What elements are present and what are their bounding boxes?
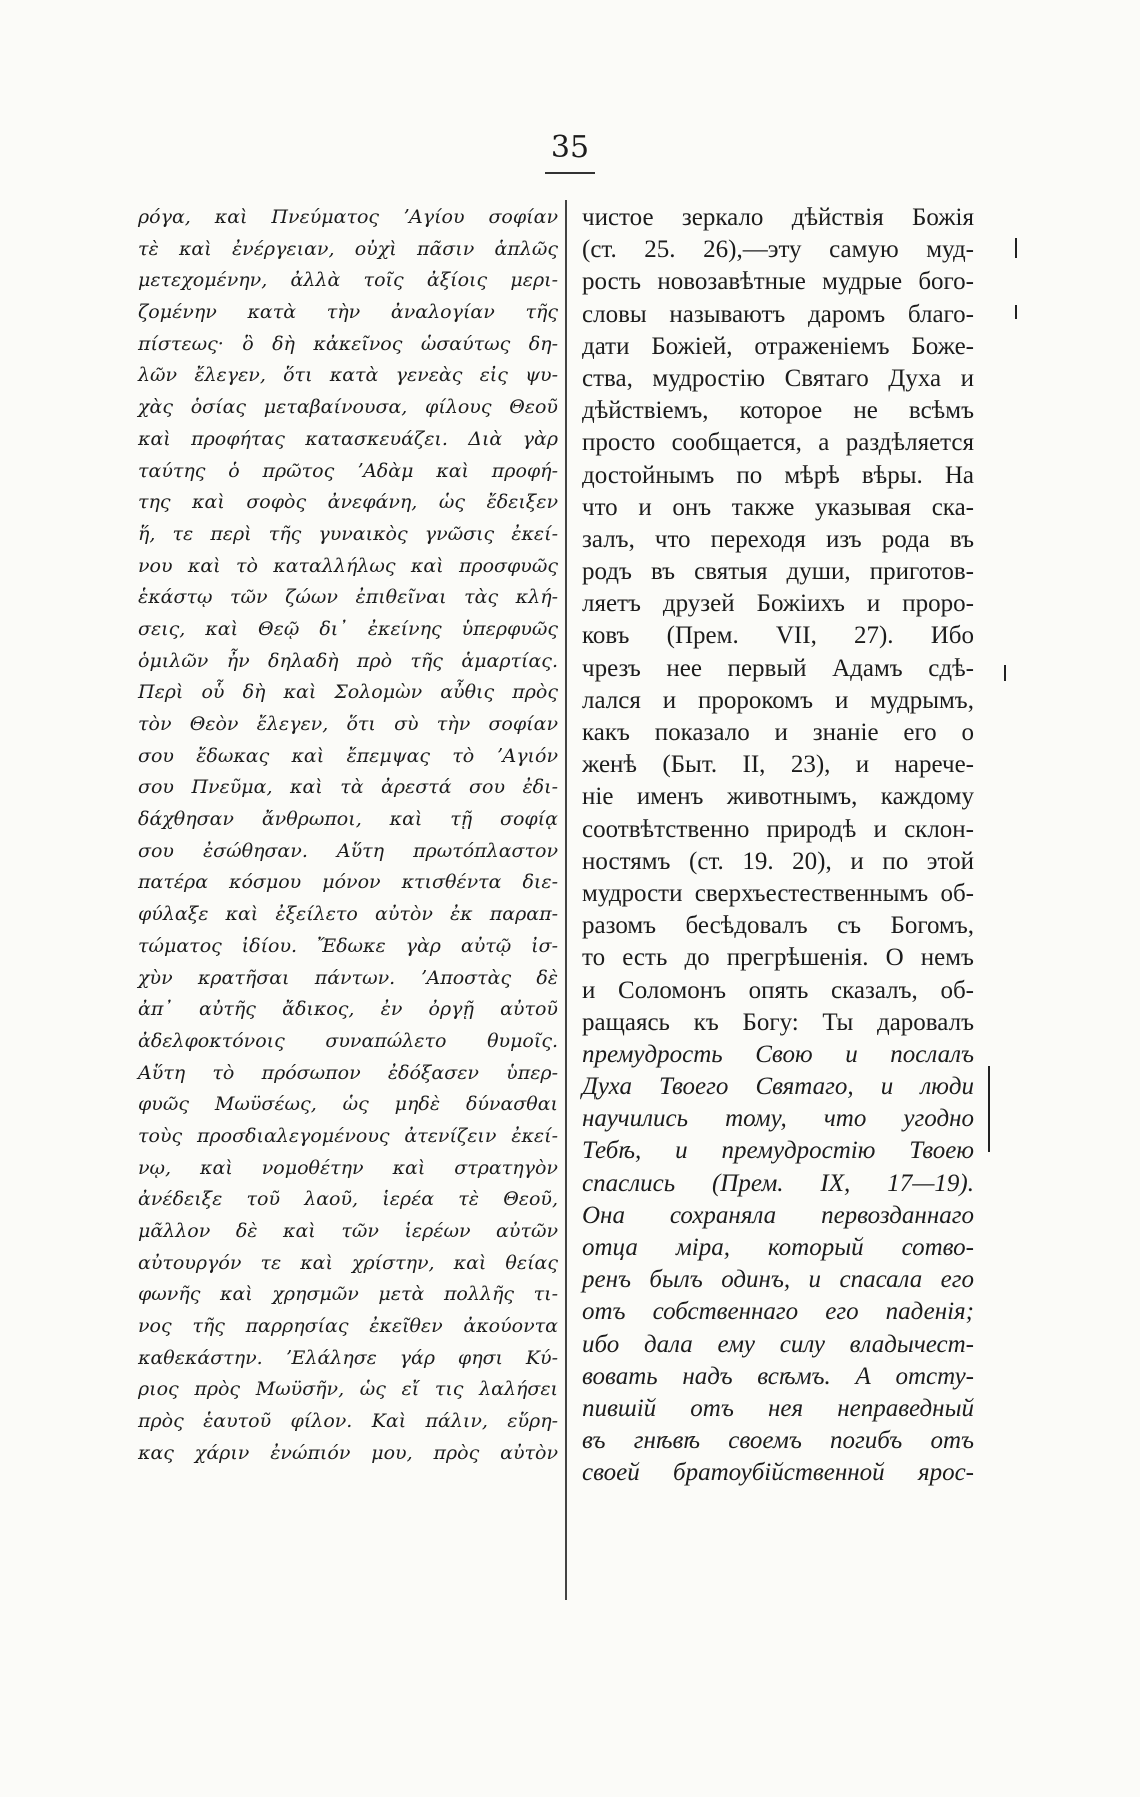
text-line: ляетъ друзей Божіихъ и проро-	[582, 590, 974, 618]
text-line: въ гнѣвѣ своемъ погибъ отъ	[582, 1427, 974, 1455]
text-line: χὺν κρατῆσαι πάντων. ʼΑποστὰς δὲ	[138, 966, 558, 989]
text-line: достойнымъ по мѣрѣ вѣры. На	[582, 461, 974, 489]
text-line: φωνῆς καὶ χρησμῶν μετὰ πολλῆς τι-	[138, 1283, 558, 1306]
text-line: της καὶ σοφὸς ἀνεφάνη, ὡς ἔδειξεν	[138, 491, 558, 514]
column-divider	[565, 200, 567, 1600]
text-line: νος τῆς παρρησίας ἐκεῖθεν ἀκούοντα	[138, 1315, 558, 1338]
text-line: Περὶ οὗ δὴ καὶ Σολομὼν αὖθις πρὸς	[138, 681, 558, 704]
text-line: ковъ (Прем. VII, 27). Ибо	[582, 622, 974, 650]
text-line: залъ, что переходя изъ рода въ	[582, 525, 974, 553]
text-line: καὶ προφήτας κατασκευάζει. Διὰ γὰρ	[138, 427, 558, 450]
text-line: σου Πνεῦμα, καὶ τὰ ἀρεστά σου ἐδι-	[138, 776, 558, 799]
text-line: (ст. 25. 26),—эту самую муд-	[582, 236, 974, 264]
text-line: Она сохраняла первозданнаго	[582, 1201, 974, 1229]
text-line: ибо дала ему силу владычест-	[582, 1330, 974, 1358]
greek-column	[138, 202, 558, 1470]
margin-sidebar-mark	[988, 1066, 990, 1152]
text-line: спаслись (Прем. IX, 17—19).	[582, 1169, 974, 1197]
text-line: ренъ былъ одинъ, и спасала его	[582, 1266, 974, 1294]
text-line: μᾶλλον δὲ καὶ τῶν ἱερέων αὐτῶν	[138, 1220, 558, 1242]
text-line: τοὺς προσδιαλεγομένους ἀτενίζειν ἐκεί-	[138, 1124, 558, 1147]
text-line: νου καὶ τὸ καταλλήλως καὶ προσφυῶς	[138, 554, 558, 577]
text-line: чистое зеркало дѣйствія Божія	[582, 204, 974, 231]
text-line: δάχθησαν ἄνθρωποι, καὶ τῇ σοφίᾳ	[138, 808, 558, 831]
page-number: 35	[550, 130, 590, 165]
text-line: νῳ, καὶ νομοθέτην καὶ στρατηγὸν	[138, 1156, 558, 1179]
margin-tick-mark	[1015, 305, 1017, 319]
text-line: φυῶς Μωϋσέως, ὡς μηδὲ δύνασθαι	[138, 1093, 558, 1116]
text-line: σου ἐσώθησαν. Αὕτη πρωτόπλαστον	[138, 839, 558, 862]
text-line: рость новозавѣтные мудрые бого-	[582, 268, 974, 296]
text-line: научились тому, что угодно	[582, 1105, 974, 1133]
margin-tick-mark	[1004, 665, 1006, 681]
text-line: λῶν ἔλεγεν, ὅτι κατὰ γενεὰς εἰς ψυ-	[138, 364, 558, 387]
text-line: ἥ, τε περὶ τῆς γυναικὸς γνῶσις ἐκεί-	[138, 522, 558, 545]
text-line: просто сообщается, а раздѣляется	[582, 429, 974, 457]
text-line: ностямъ (ст. 19. 20), и по этой	[582, 847, 974, 875]
text-line: какъ показало и знаніе его о	[582, 719, 974, 746]
text-line: πίστεως· ὃ δὴ κἀκεῖνος ὡσαύτως δη-	[138, 332, 558, 355]
text-line: ращаясь къ Богу: Ты даровалъ	[582, 1008, 974, 1036]
text-line: πατέρα κόσμου μόνον κτισθέντα διε-	[138, 871, 558, 894]
text-line: вовать надъ всѣмъ. А отсту-	[582, 1362, 974, 1390]
text-line: что и онъ также указывая ска-	[582, 493, 974, 521]
text-line: ніе именъ животнымъ, каждому	[582, 783, 974, 811]
text-line: лался и пророкомъ и мудрымъ,	[582, 686, 974, 714]
text-line: соотвѣтственно природѣ и склон-	[582, 815, 974, 843]
text-line: ταύτης ὁ πρῶτος ʼΑδὰμ καὶ προφή-	[138, 459, 558, 482]
text-line: ὁμιλῶν ἦν δηλαδὴ πρὸ τῆς ἁμαρτίας.	[138, 649, 558, 672]
text-line: τὸν Θεὸν ἔλεγεν, ὅτι σὺ τὴν σοφίαν	[138, 713, 558, 735]
text-line: мудрости сверхъестественнымъ об-	[582, 879, 974, 907]
text-line: χὰς ὁσίας μεταβαίνουσα, φίλους Θεοῦ	[138, 396, 558, 419]
text-line: премудрость Свою и послалъ	[582, 1040, 974, 1068]
text-line: и Соломонъ опять сказалъ, об-	[582, 976, 974, 1004]
text-line: разомъ бесѣдовалъ съ Богомъ,	[582, 912, 974, 940]
text-line: σου ἔδωκας καὶ ἔπεμψας τὸ ʼΑγιόν	[138, 744, 558, 767]
text-line: ства, мудростію Святаго Духа и	[582, 364, 974, 392]
text-line: σεις, καὶ Θεῷ δι᾿ ἐκείνης ὑπερφυῶς	[138, 617, 558, 640]
text-line: дѣйствіемъ, которое не всѣмъ	[582, 397, 974, 425]
text-line: αὐτουργόν τε καὶ χρίστην, καὶ θείας	[138, 1251, 558, 1274]
text-line: своей братоубійственной ярос-	[582, 1459, 974, 1487]
header-rule	[545, 172, 595, 174]
russian-column	[582, 202, 974, 1490]
text-line: родъ въ святыя души, приготов-	[582, 558, 974, 586]
text-line: φύλαξε καὶ ἐξείλετο αὐτὸν ἐκ παραπ-	[138, 903, 558, 926]
text-line: ρόγα, καὶ Πνεύματος ʼΑγίου σοφίαν	[138, 206, 558, 228]
text-line: τώματος ἰδίου. Ἔδωκε γὰρ αὐτῷ ἰσ-	[138, 934, 558, 957]
text-line: словы называютъ даромъ благо-	[582, 300, 974, 328]
text-line: отъ собственнаго его паденія;	[582, 1298, 974, 1326]
text-line: ἑκάστῳ τῶν ζώων ἐπιθεῖναι τὰς κλή-	[138, 586, 558, 609]
text-line: ζομένην κατὰ τὴν ἀναλογίαν τῆς	[138, 301, 558, 324]
text-line: дати Божіей, отраженіемъ Боже-	[582, 332, 974, 360]
text-line: отца міра, который сотво-	[582, 1234, 974, 1261]
text-line: πρὸς ἑαυτοῦ φίλον. Καὶ πάλιν, εὕρη-	[138, 1410, 558, 1433]
text-line: ριος πρὸς Μωϋσῆν, ὡς εἴ τις λαλήσει	[138, 1378, 558, 1401]
text-line: ἀπ᾿ αὐτῆς ἄδικος, ἐν ὀργῇ αὐτοῦ	[138, 998, 558, 1021]
margin-tick-mark	[1015, 238, 1017, 258]
text-line: пившій отъ нея неправедный	[582, 1394, 974, 1422]
text-line: τὲ καὶ ἐνέργειαν, οὐχὶ πᾶσιν ἁπλῶς	[138, 237, 558, 260]
text-line: Тебѣ, и премудростію Твоею	[582, 1137, 974, 1165]
text-line: то есть до прегрѣшенія. О немъ	[582, 944, 974, 972]
text-line: μετεχομένην, ἀλλὰ τοῖς ἀξίοις μερι-	[138, 269, 558, 292]
text-line: καθεκάστην. ʼΕλάλησε γάρ φησι Κύ-	[138, 1346, 558, 1369]
text-line: чрезъ нее первый Адамъ сдѣ-	[582, 654, 974, 682]
text-line: ἀδελφοκτόνοις συναπώλετο θυμοῖς.	[138, 1029, 558, 1052]
text-line: Αὕτη τὸ πρόσωπον ἐδόξασεν ὑπερ-	[138, 1061, 558, 1084]
text-line: κας χάριν ἐνώπιόν μου, πρὸς αὐτὸν	[138, 1441, 558, 1464]
text-line: Духа Твоего Святаго, и люди	[582, 1073, 974, 1101]
text-line: ἀνέδειξε τοῦ λαοῦ, ἱερέα τὲ Θεοῦ,	[138, 1188, 558, 1211]
text-line: женѣ (Быт. II, 23), и нарече-	[582, 751, 974, 779]
